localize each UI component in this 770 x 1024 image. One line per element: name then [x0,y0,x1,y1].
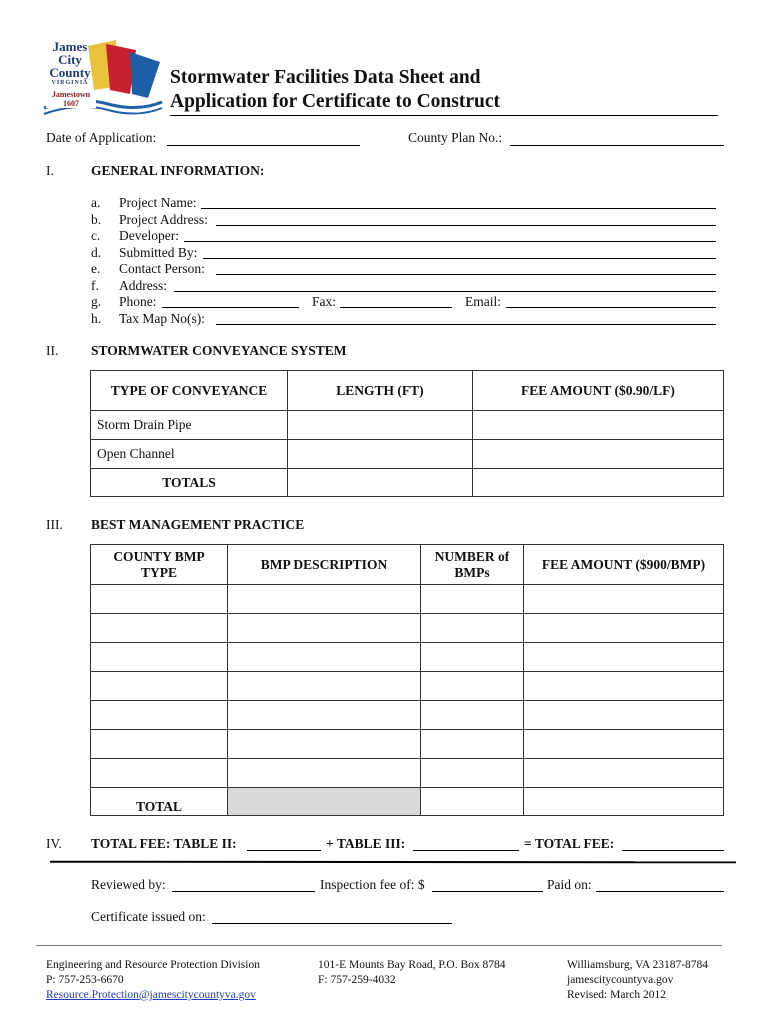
footer-website: jamescitycountyva.gov [567,974,674,986]
table2-fee-field[interactable] [247,850,321,851]
column-header-length: LENGTH (FT) [288,371,473,411]
fee-cell[interactable] [473,411,724,440]
table3-fee-field[interactable] [413,850,519,851]
certificate-issued-field[interactable] [212,923,452,924]
section-4-number: IV. [46,836,62,851]
item-letter: c. [91,228,101,243]
date-of-application-label: Date of Application: [46,130,157,145]
total-fee-table2-label: TOTAL FEE: TABLE II: [91,836,237,851]
bmp-type-cell[interactable] [91,585,228,614]
bmp-fee-cell[interactable] [524,585,724,614]
footer-email-link[interactable]: Resource.Protection@jamescitycountyva.gov [46,989,256,1001]
row-label-storm-drain-pipe: Storm Drain Pipe [91,411,288,440]
bmp-fee-cell[interactable] [524,730,724,759]
section-3-heading: BEST MANAGEMENT PRACTICE [91,517,305,532]
section-2-heading: STORMWATER CONVEYANCE SYSTEM [91,343,347,358]
row-label-open-channel: Open Channel [91,440,288,469]
bmp-fee-cell[interactable] [524,759,724,788]
table-row [91,759,724,788]
total-row [91,788,724,816]
length-cell[interactable] [288,440,473,469]
logo-text-virginia: VIRGINIA [51,80,89,86]
bmp-type-cell[interactable] [91,614,228,643]
item-letter: b. [91,211,102,227]
bmp-fee-cell[interactable] [524,614,724,643]
footer-phone: P: 757-253-6670 [46,974,124,986]
title-line-2: Application for Certificate to Construct [170,91,500,112]
item-letter: e. [91,261,101,276]
bmp-fee-cell[interactable] [524,672,724,701]
table-header-row [91,545,724,585]
logo-text-jamestown: Jamestown [51,90,91,99]
logo-text-county: County [49,65,91,80]
column-header-fee: FEE AMOUNT ($0.90/LF) [473,371,724,411]
footer-division-name: Engineering and Resource Protection Division [46,959,260,971]
address-field[interactable] [174,291,716,292]
footer-city [567,958,708,1003]
bmp-type-cell[interactable] [91,759,228,788]
table-row [91,411,724,440]
county-plan-label: County Plan No.: [408,130,503,145]
county-logo [38,36,166,118]
fax-label: Fax: [312,294,337,309]
section-2-number: II. [46,343,59,358]
footer-divider [36,945,722,946]
footer-street: 101-E Mounts Bay Road, P.O. Box 8784 [318,959,506,971]
bmp-description-cell[interactable] [228,672,421,701]
bmp-type-cell[interactable] [91,730,228,759]
bmp-count-cell[interactable] [421,614,524,643]
submitted-by-label: Submitted By: [119,244,198,260]
item-letter: f. [91,277,99,293]
column-header-number-of-bmps: NUMBER of BMPs [421,545,524,585]
table-header-row [91,371,724,411]
contact-person-field[interactable] [216,274,716,275]
project-name-field[interactable] [201,208,716,209]
bmp-count-cell[interactable] [421,585,524,614]
bmp-type-cell[interactable] [91,672,228,701]
item-letter: g. [91,294,102,309]
logo-text-city: City [58,52,82,67]
length-cell[interactable] [288,411,473,440]
bmp-type-cell[interactable] [91,643,228,672]
project-address-label: Project Address: [119,211,208,227]
section-1-heading: GENERAL INFORMATION: [91,163,265,178]
email-label: Email: [465,294,501,309]
column-header-bmp-fee: FEE AMOUNT ($900/BMP) [524,545,724,585]
column-header-bmp-description: BMP DESCRIPTION [228,545,421,585]
column-header-type: TYPE OF CONVEYANCE [91,371,288,411]
bmp-count-cell[interactable] [421,730,524,759]
reviewed-by-label: Reviewed by: [91,877,166,892]
item-letter: d. [91,244,102,260]
footer-revised-date: Revised: March 2012 [567,989,667,1001]
inspection-fee-field[interactable] [432,891,543,892]
project-address-field[interactable] [216,225,716,226]
table-row [91,614,724,643]
title-line-1: Stormwater Facilities Data Sheet and [170,67,481,88]
section-1-number: I. [46,163,54,178]
county-plan-field[interactable] [510,145,724,146]
page-title [170,66,500,114]
bmp-type-cell[interactable] [91,701,228,730]
footer-address [318,958,506,988]
project-name-label: Project Name: [119,195,197,210]
contact-person-label: Contact Person: [119,261,205,276]
conveyance-table [90,370,724,497]
fee-cell[interactable] [473,440,724,469]
submitted-by-field[interactable] [203,258,716,259]
developer-field[interactable] [184,241,716,242]
column-header-bmp-type: COUNTY BMP TYPE [91,545,228,585]
footer-fax: F: 757-259-4032 [318,974,396,986]
table3-label: + TABLE III: [326,836,406,851]
bmp-table [90,544,724,816]
bmp-count-cell[interactable] [421,672,524,701]
length-total-cell[interactable] [288,469,473,497]
bmp-count-total-cell[interactable] [421,788,524,816]
footer-division [46,958,260,1003]
phone-label: Phone: [119,294,157,309]
date-of-application-field[interactable] [167,145,360,146]
logo-text-year: 1607 [63,99,79,108]
paid-on-field[interactable] [596,891,724,892]
fee-total-cell[interactable] [473,469,724,497]
tax-map-label: Tax Map No(s): [119,310,206,326]
table-row [91,701,724,730]
grand-total-label: = TOTAL FEE: [524,836,615,851]
item-letter: a. [91,195,101,210]
bmp-count-cell[interactable] [421,701,524,730]
certificate-issued-label: Certificate issued on: [91,909,206,924]
bmp-fee-cell[interactable] [524,643,724,672]
bmp-description-cell[interactable] [228,730,421,759]
bmp-description-cell[interactable] [228,701,421,730]
phone-field[interactable] [162,307,299,308]
logo-text-james: James [52,39,88,54]
fax-field[interactable] [340,307,452,308]
bmp-description-cell[interactable] [228,759,421,788]
footer-city-state-zip: Williamsburg, VA 23187-8784 [567,959,709,971]
bmp-description-cell[interactable] [228,585,421,614]
reviewed-by-field[interactable] [172,891,315,892]
developer-label: Developer: [119,228,179,243]
inspection-fee-label: Inspection fee of: $ [320,877,425,892]
grand-total-field[interactable] [622,850,724,851]
totals-label: TOTALS [91,469,288,497]
total-shaded-cell [228,788,421,816]
totals-row [91,469,724,497]
address-label: Address: [119,277,167,293]
title-divider [170,115,718,116]
section-divider [50,861,736,864]
email-field[interactable] [506,307,716,308]
bmp-description-cell[interactable] [228,614,421,643]
total-label: TOTAL [91,788,228,816]
bmp-fee-cell[interactable] [524,701,724,730]
table-row [91,643,724,672]
bmp-count-cell[interactable] [421,759,524,788]
table-row [91,585,724,614]
tax-map-field[interactable] [216,324,716,325]
table-row [91,440,724,469]
item-letter: h. [91,310,102,326]
table-row [91,672,724,701]
general-info-letters [91,195,101,327]
section-3-number: III. [46,517,63,532]
paid-on-label: Paid on: [547,877,592,892]
table-row [91,730,724,759]
bmp-fee-total-cell[interactable] [524,788,724,816]
bmp-description-cell[interactable] [228,643,421,672]
bmp-count-cell[interactable] [421,643,524,672]
